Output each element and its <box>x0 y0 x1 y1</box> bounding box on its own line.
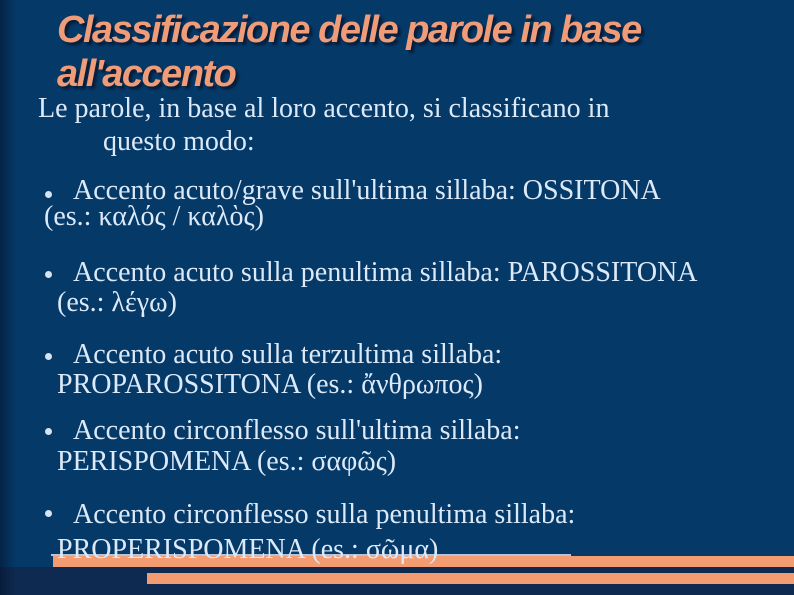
bullet-text-line2: PROPAROSSITONA (es.: ἄνθρωπος) <box>57 369 483 400</box>
bullet-item-properispomena <box>0 497 794 567</box>
bullet-text-line2: (es.: καλός / καλὸς) <box>44 201 264 232</box>
bullet-item-perispomena <box>0 415 794 477</box>
bullet-text-line2: (es.: λέγω) <box>57 287 177 318</box>
bullet-text-line2: PERISPOMENA (es.: σαφῶς) <box>57 446 397 477</box>
bullet-item-proparossitona <box>0 340 794 400</box>
bullet-dot-icon <box>45 510 52 517</box>
bullet-text-line1: Accento acuto/grave sull'ultima sillaba: OSSITONA <box>73 175 661 206</box>
intro-line2: questo modo: <box>103 126 255 157</box>
bullet-text-line1: Accento acuto sulla terzultima sillaba: <box>73 339 503 370</box>
slide-title-line1: Classificazione delle parole in base <box>57 9 641 51</box>
bullet-dot-icon <box>45 428 52 435</box>
bullet-dot-icon <box>45 353 52 360</box>
bullet-text-line2: PROPERISPOMENA (es.: σῶμα) <box>57 534 439 565</box>
bullet-text-line1: Accento circonflesso sull'ultima sillaba: <box>73 415 521 446</box>
bullet-item-parossitona <box>0 258 794 318</box>
bullet-dot-icon <box>45 191 52 198</box>
intro-line1: Le parole, in base al loro accento, si classificano in <box>38 93 610 124</box>
bullet-text-line1: Accento circonflesso sulla penultima sillaba: <box>73 499 576 530</box>
slide-title-line2: all'accento <box>57 53 236 95</box>
bullet-item-ossitona <box>0 175 794 232</box>
bullet-text-line1: Accento acuto sulla penultima sillaba: PAROSSITONA <box>73 257 698 288</box>
bullet-dot-icon <box>45 271 52 278</box>
